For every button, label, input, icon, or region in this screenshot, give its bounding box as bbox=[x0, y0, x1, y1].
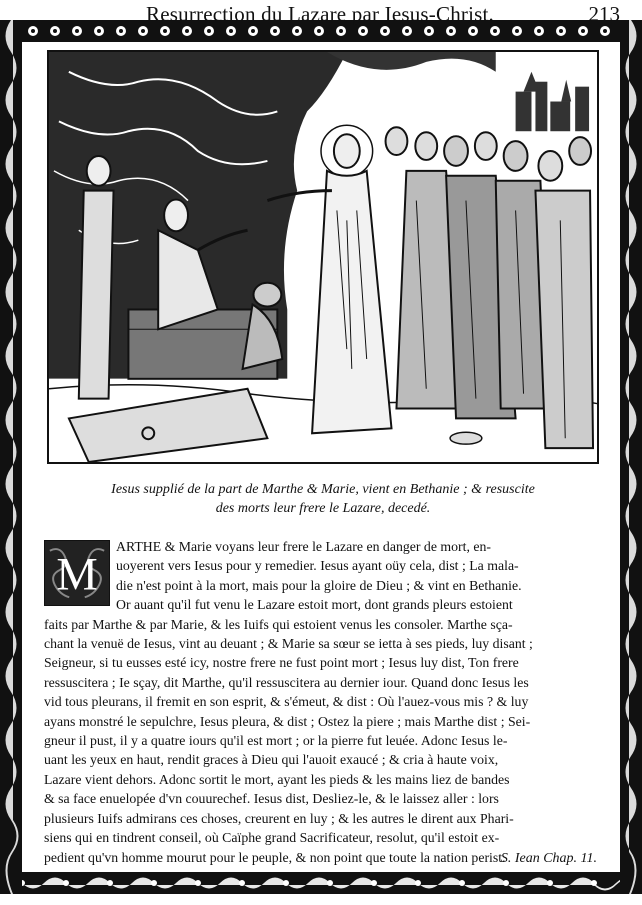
scripture-reference: S. Iean Chap. 11. bbox=[500, 851, 597, 866]
ornamental-border-bottom bbox=[0, 872, 642, 894]
ornamental-border-left bbox=[0, 20, 22, 894]
body-line: uoyerent vers Iesus pour y remedier. Iesus ayant oüy cela, dist ; La mala- bbox=[116, 558, 519, 574]
body-line: ressuscitera ; Ie sçay, dit Marthe, qu'il ressuscitera au dernier iour. Quand donc Iesus les bbox=[44, 674, 529, 690]
body-text bbox=[44, 537, 604, 867]
body-line: gneur il pust, il y a quatre iours qu'il est mort ; or la pierre fut leuée. Adonc Iesus le- bbox=[44, 733, 508, 749]
body-line: faits par Marthe & par Marie, & les Iuifs qui estoient venus les consoler. Marthe sça- bbox=[44, 616, 513, 632]
body-line: pedient qu'vn homme mourut pour le peuple, & non point que toute la nation perist. bbox=[44, 849, 506, 865]
body-line: & sa face enuelopée d'vn couurechef. Iesus dist, Desliez-le, & le laissez aller : lors bbox=[44, 791, 499, 807]
running-title: Resurrection du Lazare par Iesus-Christ. bbox=[146, 2, 494, 26]
caption-line-1: Iesus supplié de la part de Marthe & Marie, vient en Bethanie ; & resuscite bbox=[111, 482, 535, 497]
illustration-caption bbox=[45, 480, 601, 518]
woodcut-illustration bbox=[47, 50, 599, 464]
body-line: vid tous pleurans, il fremit en son esprit, & s'émeut, & dist : Où l'auez-vous mis ? & luy bbox=[44, 694, 529, 710]
drop-cap-letter: M bbox=[56, 549, 98, 601]
body-line: chant la venuë de Iesus, vint au deuant ; & Marie sa sœur se ietta à ses pieds, luy disant ; bbox=[44, 636, 533, 652]
body-line: ayans monstré le sepulchre, Iesus pleura, & dist ; Ostez la piere ; mais Marthe dist ; Sei- bbox=[44, 713, 531, 729]
page-header bbox=[40, 0, 620, 28]
body-line: Seigneur, si tu eusses esté icy, nostre frere ne fust point mort ; Iesus luy dist, Ton frere bbox=[44, 655, 519, 671]
body-line: siens qui en tindrent conseil, où Caïphe grand Sacrificateur, resolut, qu'il estoit ex- bbox=[44, 830, 500, 846]
page-number: 213 bbox=[588, 2, 620, 26]
body-line: die n'est point à la mort, mais pour la gloire de Dieu ; & vint en Bethanie. bbox=[116, 577, 522, 593]
body-line: Or auant qu'il fut venu le Lazare estoit mort, dont grands pleurs estoient bbox=[116, 597, 513, 613]
caption-line-2: des morts leur frere le Lazare, decedé. bbox=[215, 501, 431, 516]
body-line: Lazare vient dehors. Adonc sortit le mort, ayant les pieds & les mains liez de bandes bbox=[44, 771, 510, 787]
body-line: ARTHE & Marie voyans leur frere le Lazare en danger de mort, en- bbox=[116, 539, 491, 554]
body-line: plusieurs Iuifs admirans ces choses, creurent en luy ; & les autres le dirent aux Phari- bbox=[44, 810, 514, 826]
body-line: uant les yeux en haut, rendit graces à Dieu qui l'auoit exaucé ; & cria à haute voix, bbox=[44, 752, 499, 768]
ornamental-border-right bbox=[620, 20, 642, 894]
